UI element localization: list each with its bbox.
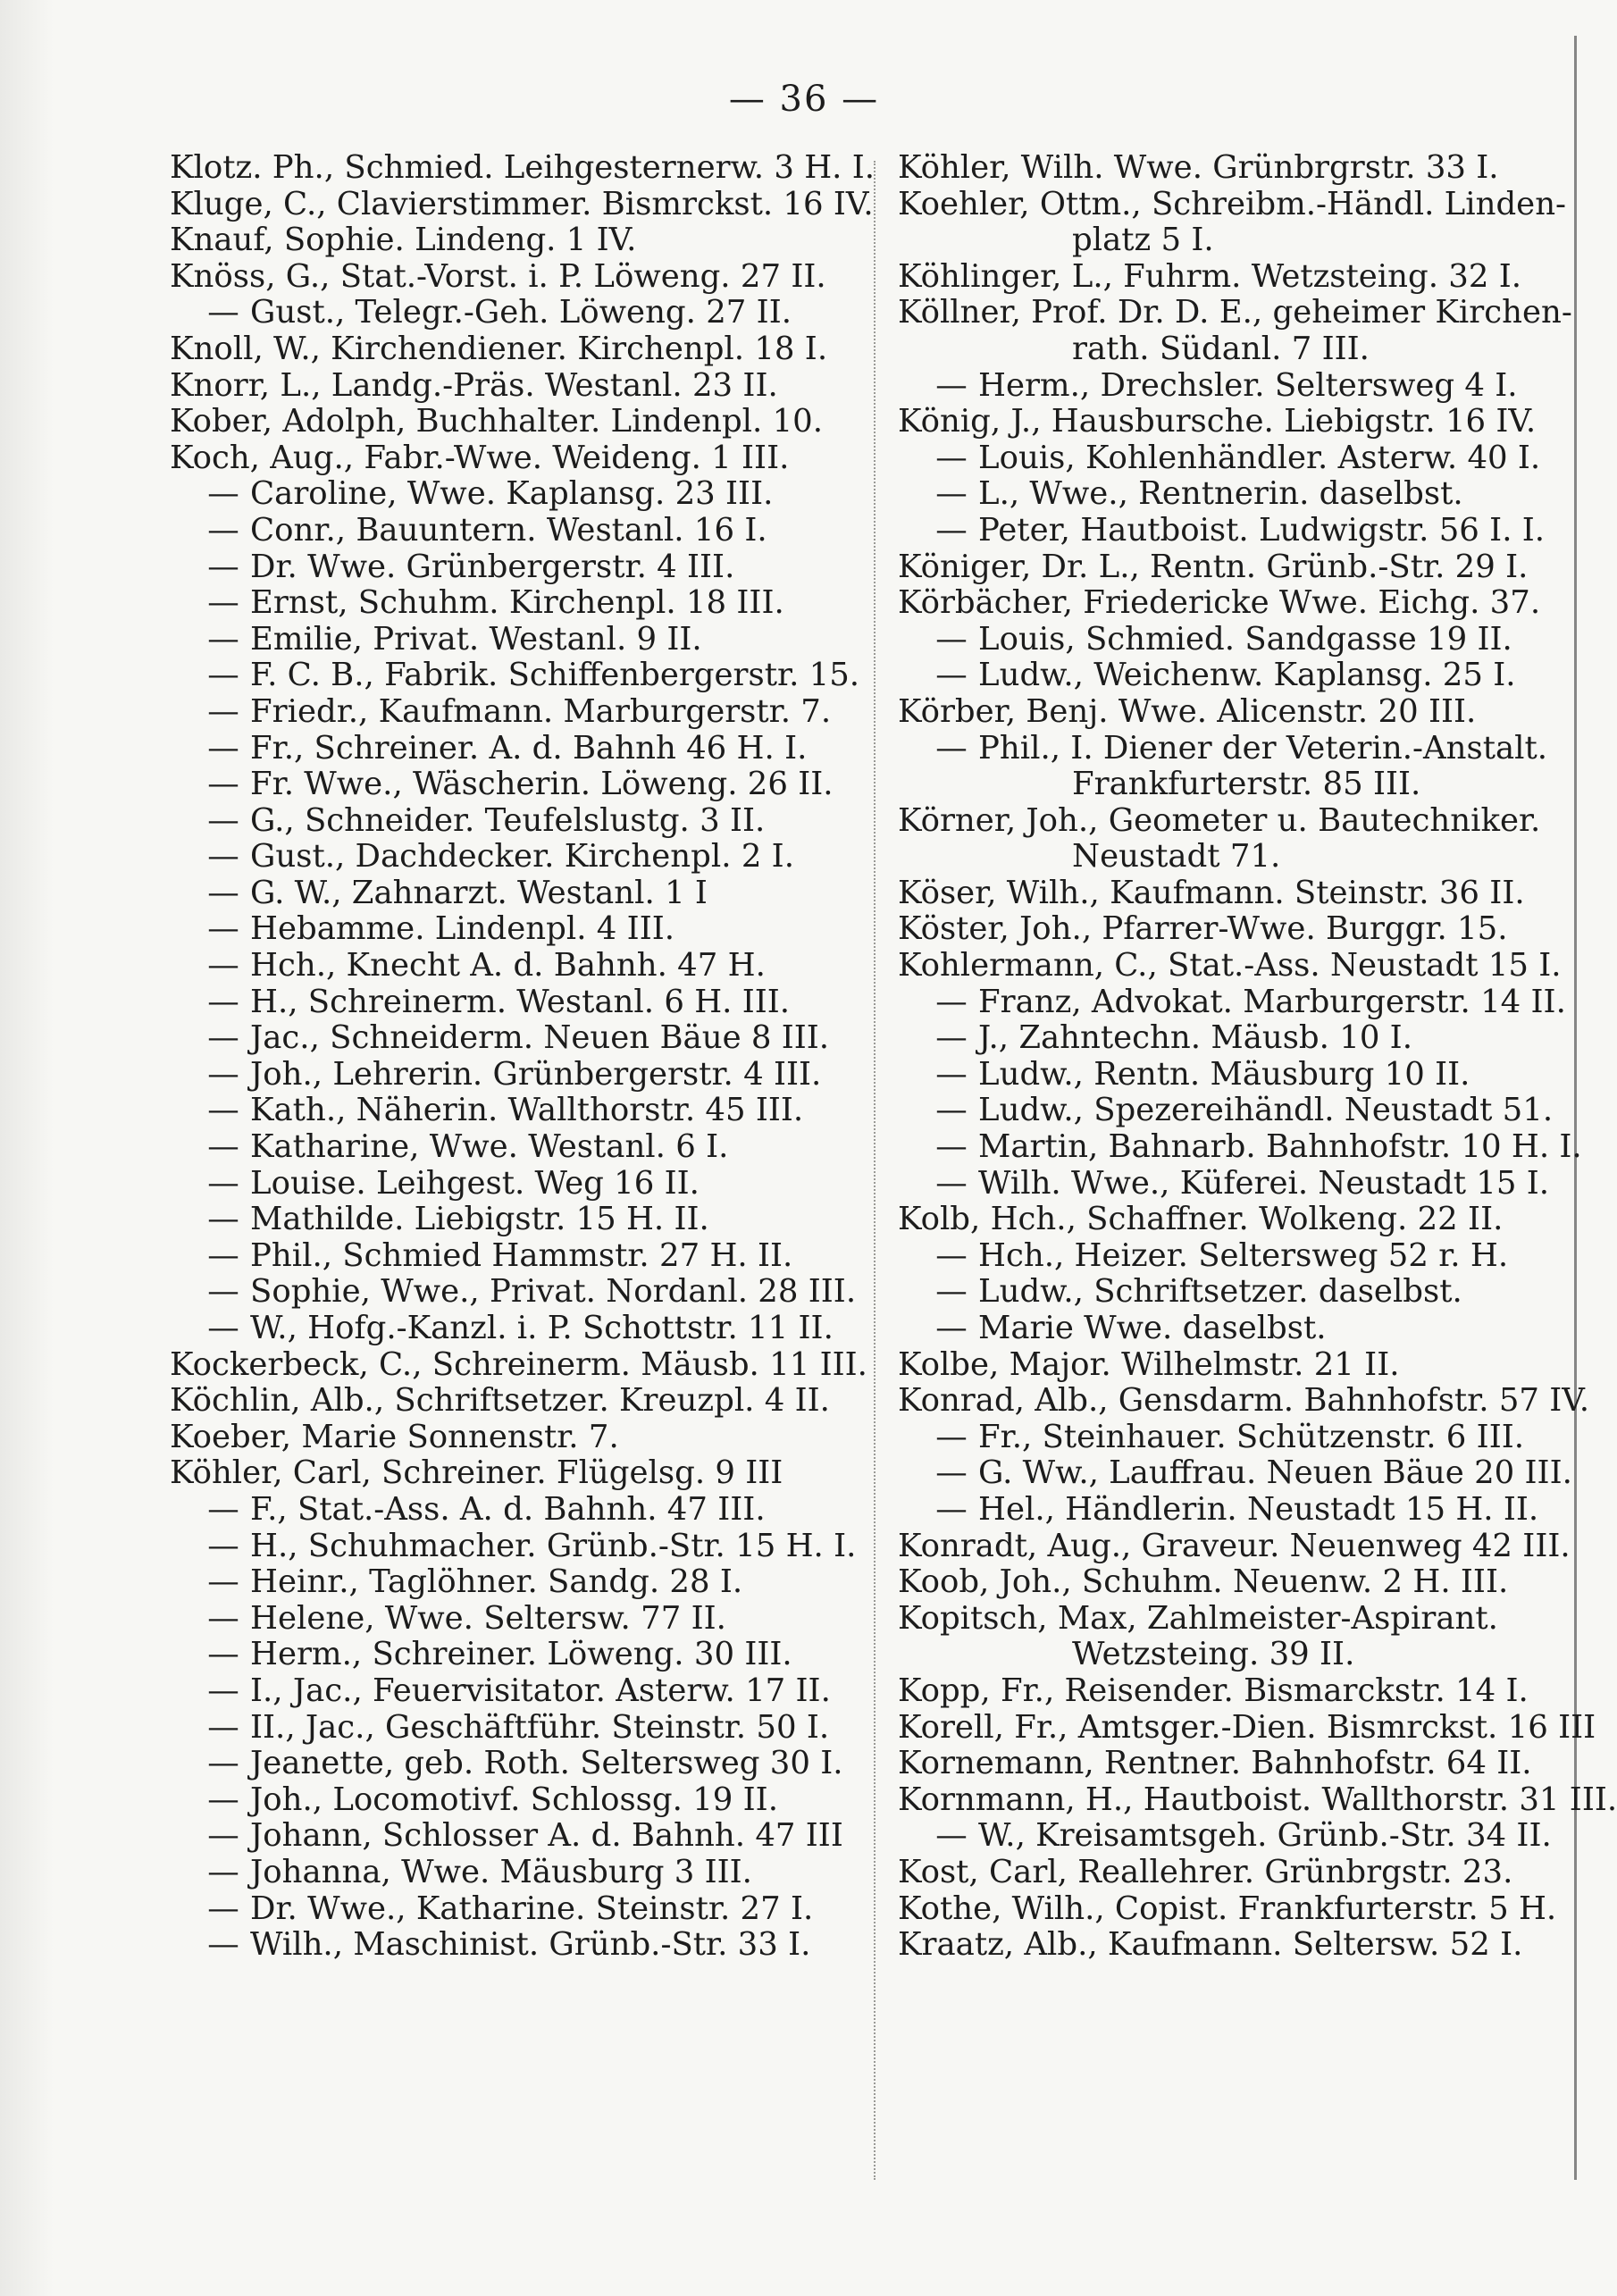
directory-entry-continuation	[898, 839, 1532, 876]
ditto-dash: —	[207, 801, 239, 839]
directory-entry	[898, 1128, 1582, 1166]
entry-text: H., Schuhmacher. Grünb.-Str. 15 H. I.	[250, 1527, 857, 1564]
directory-entry	[898, 1057, 1532, 1094]
directory-entry	[898, 1490, 1539, 1529]
entry-text: Kost, Carl, Reallehrer. Grünbrgstr. 23.	[898, 1853, 1513, 1890]
ditto-dash: —	[935, 366, 968, 404]
directory-entry	[898, 294, 1572, 331]
entry-text: G., Schneider. Teufelslustg. 3 II.	[250, 801, 766, 839]
ditto-dash: —	[207, 1853, 239, 1890]
directory-entry	[898, 1311, 1532, 1347]
ditto-dash: —	[935, 1490, 968, 1528]
entry-text: Körber, Benj. Wwe. Alicenstr. 20 III.	[898, 692, 1477, 730]
entry-text: Konrad, Alb., Gensdarm. Bahnhofstr. 57 IV.	[898, 1382, 1590, 1420]
entry-text: Köchlin, Alb., Schriftsetzer. Kreuzpl. 4 II.	[170, 1382, 830, 1420]
entry-text: Louis, Kohlenhändler. Asterw. 40 I.	[978, 439, 1541, 476]
directory-entry	[170, 149, 876, 187]
ditto-dash: —	[207, 729, 239, 767]
directory-entry	[170, 259, 858, 296]
page-edge	[1565, 36, 1577, 2180]
entry-text: Friedr., Kaufmann. Marburgerstr. 7.	[250, 692, 832, 730]
entry-text: L., Wwe., Rentnerin. daselbst.	[978, 475, 1463, 513]
entry-text: Wilh., Maschinist. Grünb.-Str. 33 I.	[250, 1926, 811, 1964]
column-divider	[874, 161, 876, 2180]
entry-text: Neustadt 71.	[1072, 838, 1281, 876]
entry-text: Dr. Wwe., Katharine. Steinstr. 27 I.	[250, 1890, 814, 1927]
directory-entry	[170, 185, 874, 223]
directory-entry	[170, 985, 858, 1021]
directory-entry	[170, 1637, 858, 1673]
directory-entry	[170, 1564, 858, 1601]
ditto-dash: —	[935, 1310, 968, 1346]
entry-text: Köhlinger, L., Fuhrm. Wetzsteing. 32 I.	[898, 257, 1522, 295]
directory-entry	[170, 622, 858, 658]
entry-text: Fr., Schreiner. A. d. Bahnh 46 H. I.	[250, 729, 808, 767]
directory-entry	[898, 1020, 1532, 1057]
directory-entry	[898, 368, 1532, 405]
entry-text: Ernst, Schuhm. Kirchenpl. 18 III.	[250, 584, 784, 622]
ditto-dash: —	[207, 548, 239, 585]
ditto-dash: —	[207, 1926, 239, 1964]
ditto-dash: —	[207, 1273, 239, 1311]
entry-text: Kolbe, Major. Wilhelmstr. 21 II.	[898, 1345, 1400, 1383]
ditto-dash: —	[207, 1236, 239, 1274]
ditto-dash: —	[207, 1092, 239, 1129]
directory-entry	[898, 1564, 1532, 1601]
entry-text: Hel., Händlerin. Neustadt 15 H. II.	[978, 1490, 1539, 1528]
directory-entry	[898, 622, 1532, 658]
entry-text: Kraatz, Alb., Kaufmann. Seltersw. 52 I.	[898, 1926, 1523, 1964]
entry-text: Kornemann, Rentner. Bahnhofstr. 64 II.	[898, 1745, 1532, 1782]
directory-entry	[170, 694, 858, 731]
directory-entry	[170, 1855, 858, 1891]
entry-text: Fr. Wwe., Wäscherin. Löweng. 26 II.	[250, 766, 834, 803]
directory-entry	[170, 1166, 858, 1202]
ditto-dash: —	[207, 1164, 239, 1202]
entry-text: Köser, Wilh., Kaufmann. Steinstr. 36 II.	[898, 874, 1525, 911]
directory-entry-continuation	[898, 222, 1532, 259]
directory-entry	[898, 1382, 1590, 1420]
directory-entry	[170, 404, 858, 440]
directory-entry	[898, 1347, 1532, 1384]
ditto-dash: —	[207, 584, 239, 622]
directory-entry	[898, 983, 1566, 1021]
directory-entry	[898, 1890, 1557, 1928]
directory-entry	[170, 803, 858, 840]
entry-text: Martin, Bahnarb. Bahnhofstr. 10 H. I.	[978, 1128, 1582, 1166]
directory-entry	[170, 731, 858, 767]
directory-entry	[170, 1274, 858, 1311]
entry-text: Hch., Knecht A. d. Bahnh. 47 H.	[250, 947, 766, 985]
entry-text: Ludw., Schriftsetzer. daselbst.	[978, 1273, 1462, 1311]
directory-column-right	[898, 149, 1617, 1964]
directory-entry	[170, 1238, 858, 1275]
directory-entry	[170, 1891, 858, 1928]
entry-text: Knauf, Sophie. Lindeng. 1 IV.	[170, 222, 637, 259]
directory-entry	[170, 513, 858, 549]
directory-entry	[898, 1817, 1552, 1855]
entry-text: Kopp, Fr., Reisender. Bismarckstr. 14 I.	[898, 1672, 1529, 1709]
directory-entry	[898, 511, 1546, 549]
entry-text: Kopitsch, Max, Zahlmeister-Aspirant.	[898, 1599, 1498, 1637]
entry-text: Johann, Schlosser A. d. Bahnh. 47 III	[250, 1817, 843, 1855]
directory-entry	[170, 658, 858, 694]
ditto-dash: —	[935, 1236, 968, 1274]
ditto-dash: —	[207, 1128, 239, 1166]
entry-text: Sophie, Wwe., Privat. Nordanl. 28 III.	[250, 1273, 857, 1311]
directory-entry	[170, 295, 858, 331]
ditto-dash: —	[207, 874, 239, 911]
directory-entry	[170, 1020, 858, 1057]
entry-text: Herm., Drechsler. Seltersweg 4 I.	[978, 366, 1518, 404]
directory-entry	[898, 150, 1532, 187]
entry-text: Helene, Wwe. Seltersw. 77 II.	[250, 1599, 726, 1637]
entry-text: F. C. B., Fabrik. Schiffenbergerstr. 15.	[250, 657, 860, 694]
entry-text: Jeanette, geb. Roth. Seltersweg 30 I.	[250, 1745, 843, 1782]
directory-column-left	[170, 149, 876, 1964]
entry-text: Konradt, Aug., Graveur. Neuenweg 42 III.	[898, 1527, 1571, 1564]
directory-entry	[898, 259, 1532, 296]
entry-text: Johanna, Wwe. Mäusburg 3 III.	[250, 1853, 752, 1890]
directory-entry-continuation	[898, 767, 1532, 803]
ditto-dash: —	[935, 729, 968, 767]
entry-text: Köhler, Wilh. Wwe. Grünbrgrstr. 33 I.	[898, 149, 1499, 186]
entry-text: platz 5 I.	[1072, 222, 1214, 259]
directory-entry	[898, 1238, 1532, 1275]
ditto-dash: —	[935, 1273, 968, 1311]
ditto-dash: —	[935, 983, 968, 1020]
directory-entry-continuation	[898, 331, 1532, 368]
directory-entry	[898, 658, 1532, 694]
ditto-dash: —	[935, 1817, 968, 1855]
entry-text: Joh., Lehrerin. Grünbergerstr. 4 III.	[250, 1055, 822, 1093]
directory-entry	[170, 1383, 858, 1420]
directory-entry	[898, 729, 1548, 767]
entry-text: Köster, Joh., Pfarrer-Wwe. Burggr. 15.	[898, 910, 1508, 948]
ditto-dash: —	[207, 1672, 239, 1709]
ditto-dash: —	[207, 1310, 239, 1346]
ditto-dash: —	[935, 1454, 968, 1492]
entry-text: Hebamme. Lindenpl. 4 III.	[250, 910, 675, 948]
entry-text: Knöss, G., Stat.-Vorst. i. P. Löweng. 27 II.	[170, 257, 826, 295]
directory-entry	[170, 1818, 858, 1855]
entry-text: J., Zahntechn. Mäusb. 10 I.	[978, 1019, 1412, 1057]
directory-entry	[898, 1527, 1571, 1565]
ditto-dash: —	[935, 511, 968, 549]
directory-entry	[898, 1420, 1532, 1456]
directory-entry	[170, 1057, 858, 1094]
page-shadow	[0, 0, 54, 2296]
entry-text: Emilie, Privat. Westanl. 9 II.	[250, 620, 702, 658]
entry-text: Kober, Adolph, Buchhalter. Lindenpl. 10.	[170, 403, 824, 440]
entry-text: Kluge, C., Clavierstimmer. Bismrckst. 16 IV.	[170, 185, 874, 222]
ditto-dash: —	[207, 1527, 239, 1564]
directory-entry	[170, 1455, 858, 1492]
directory-entry-continuation	[898, 1637, 1532, 1673]
entry-text: Dr. Wwe. Grünbergerstr. 4 III.	[250, 548, 735, 585]
ditto-dash: —	[207, 1890, 239, 1927]
entry-text: Wilh. Wwe., Küferei. Neustadt 15 I.	[978, 1164, 1550, 1202]
entry-text: Mathilde. Liebigstr. 15 H. II.	[250, 1201, 709, 1238]
directory-entry	[898, 694, 1532, 731]
entry-text: Heinr., Taglöhner. Sandg. 28 I.	[250, 1563, 743, 1601]
directory-entry	[170, 1601, 858, 1638]
entry-text: Louis, Schmied. Sandgasse 19 II.	[978, 620, 1512, 658]
directory-entry	[898, 476, 1532, 513]
directory-entry	[898, 1927, 1532, 1964]
ditto-dash: —	[207, 511, 239, 549]
entry-text: Conr., Bauuntern. Westanl. 16 I.	[250, 511, 767, 549]
directory-entry	[170, 839, 858, 876]
ditto-dash: —	[207, 692, 239, 730]
directory-entry	[170, 1927, 858, 1964]
entry-text: II., Jac., Geschäftführ. Steinstr. 50 I.	[250, 1708, 830, 1746]
directory-entry	[898, 1601, 1532, 1638]
ditto-dash: —	[207, 657, 239, 694]
ditto-dash: —	[207, 766, 239, 803]
ditto-dash: —	[935, 1164, 968, 1202]
ditto-dash: —	[935, 1418, 968, 1455]
directory-entry	[170, 1529, 858, 1565]
entry-text: Kockerbeck, C., Schreinerm. Mäusb. 11 III.	[170, 1345, 867, 1383]
directory-entry	[898, 1746, 1532, 1782]
entry-text: Klotz. Ph., Schmied. Leihgesternerw. 3 H. I.	[170, 149, 876, 186]
directory-entry	[170, 1673, 858, 1710]
directory-entry	[170, 1202, 858, 1238]
entry-text: Ludw., Rentn. Mäusburg 10 II.	[978, 1055, 1470, 1093]
ditto-dash: —	[207, 620, 239, 658]
entry-text: Jac., Schneiderm. Neuen Bäue 8 III.	[250, 1019, 830, 1057]
entry-text: Hch., Heizer. Seltersweg 52 r. H.	[978, 1236, 1509, 1274]
ditto-dash: —	[935, 1055, 968, 1093]
ditto-dash: —	[935, 475, 968, 513]
directory-entry	[898, 403, 1537, 440]
entry-text: Joh., Locomotivf. Schlossg. 19 II.	[250, 1781, 778, 1818]
ditto-dash: —	[207, 947, 239, 985]
entry-text: Koehler, Ottm., Schreibm.-Händl. Linden-	[898, 185, 1567, 222]
entry-text: Katharine, Wwe. Westanl. 6 I.	[250, 1128, 729, 1166]
entry-text: H., Schreinerm. Westanl. 6 H. III.	[250, 983, 791, 1020]
entry-text: Kornmann, H., Hautboist. Wallthorstr. 31 III.	[898, 1781, 1617, 1818]
directory-entry	[170, 1492, 858, 1529]
entry-text: Kohlermann, C., Stat.-Ass. Neustadt 15 I.	[898, 947, 1562, 985]
ditto-dash: —	[207, 294, 239, 331]
ditto-dash: —	[207, 1817, 239, 1855]
directory-entry	[170, 585, 858, 622]
entry-text: Kath., Näherin. Wallthorstr. 45 III.	[250, 1092, 804, 1129]
ditto-dash: —	[935, 620, 968, 658]
entry-text: W., Kreisamtsgeh. Grünb.-Str. 34 II.	[978, 1817, 1552, 1855]
directory-entry	[170, 368, 858, 405]
entry-text: Peter, Hautboist. Ludwigstr. 56 I. I.	[978, 511, 1546, 549]
ditto-dash: —	[207, 1745, 239, 1782]
directory-entry	[170, 1710, 858, 1747]
directory-entry	[170, 222, 858, 259]
ditto-dash: —	[207, 1781, 239, 1818]
entry-text: F., Stat.-Ass. A. d. Bahnh. 47 III.	[250, 1490, 766, 1528]
entry-text: G. W., Zahnarzt. Westanl. 1 I	[250, 874, 708, 911]
directory-entry	[170, 440, 858, 477]
directory-entry	[898, 584, 1541, 622]
ditto-dash: —	[207, 1708, 239, 1746]
entry-text: Ludw., Spezereihändl. Neustadt 51.	[978, 1092, 1554, 1129]
ditto-dash: —	[207, 1201, 239, 1238]
directory-entry	[898, 1673, 1532, 1710]
entry-text: Frankfurterstr. 85 III.	[1072, 766, 1421, 803]
directory-entry	[170, 1345, 867, 1384]
directory-entry	[898, 1781, 1617, 1819]
directory-entry	[898, 185, 1567, 223]
directory-entry	[898, 947, 1562, 985]
directory-entry	[170, 1746, 858, 1782]
entry-text: Kolb, Hch., Schaffner. Wolkeng. 22 II.	[898, 1201, 1504, 1238]
directory-entry	[170, 767, 858, 803]
directory-entry	[170, 549, 858, 586]
ditto-dash: —	[207, 983, 239, 1020]
directory-entry	[898, 1855, 1532, 1891]
entry-text: Marie Wwe. daselbst.	[978, 1310, 1327, 1346]
entry-text: Körbächer, Friedericke Wwe. Eichg. 37.	[898, 584, 1541, 622]
ditto-dash: —	[935, 1092, 968, 1129]
ditto-dash: —	[935, 439, 968, 476]
ditto-dash: —	[207, 475, 239, 513]
ditto-dash: —	[207, 910, 239, 948]
directory-entry	[170, 1093, 858, 1129]
entry-text: Phil., Schmied Hammstr. 27 H. II.	[250, 1236, 793, 1274]
entry-text: Königer, Dr. L., Rentn. Grünb.-Str. 29 I.	[898, 548, 1529, 585]
ditto-dash: —	[207, 838, 239, 876]
entry-text: Louise. Leihgest. Weg 16 II.	[250, 1164, 700, 1202]
directory-entry	[170, 331, 858, 368]
entry-text: Fr., Steinhauer. Schützenstr. 6 III.	[978, 1418, 1525, 1455]
directory-entry	[898, 911, 1532, 948]
entry-text: Wetzsteing. 39 II.	[1072, 1636, 1355, 1673]
ditto-dash: —	[935, 1128, 968, 1166]
directory-entry	[898, 876, 1532, 912]
directory-entry	[170, 1782, 858, 1819]
ditto-dash: —	[935, 1019, 968, 1057]
entry-text: Herm., Schreiner. Löweng. 30 III.	[250, 1636, 792, 1673]
entry-text: Koob, Joh., Schuhm. Neuenw. 2 H. III.	[898, 1563, 1509, 1601]
entry-text: W., Hofg.-Kanzl. i. P. Schottstr. 11 II.	[250, 1310, 834, 1346]
ditto-dash: —	[207, 1599, 239, 1637]
entry-text: Ludw., Weichenw. Kaplansg. 25 I.	[978, 657, 1516, 694]
entry-text: G. Ww., Lauffrau. Neuen Bäue 20 III.	[978, 1454, 1572, 1492]
entry-text: Knoll, W., Kirchendiener. Kirchenpl. 18 I.	[170, 330, 828, 367]
directory-entry	[898, 801, 1541, 840]
ditto-dash: —	[207, 1490, 239, 1528]
directory-entry	[170, 476, 858, 513]
entry-text: Knorr, L., Landg.-Präs. Westanl. 23 II.	[170, 366, 778, 404]
ditto-dash: —	[935, 657, 968, 694]
directory-entry	[898, 1202, 1532, 1238]
directory-entry	[898, 1164, 1550, 1202]
directory-entry	[898, 1708, 1596, 1747]
directory-entry	[898, 439, 1541, 477]
entry-text: Köllner, Prof. Dr. D. E., geheimer Kirchen-	[898, 294, 1572, 331]
page-number: — 36 —	[728, 79, 880, 120]
entry-text: Caroline, Wwe. Kaplansg. 23 III.	[250, 475, 774, 513]
entry-text: Gust., Telegr.-Geh. Löweng. 27 II.	[250, 294, 792, 331]
directory-entry	[170, 1129, 858, 1166]
ditto-dash: —	[207, 1055, 239, 1093]
ditto-dash: —	[207, 1636, 239, 1673]
entry-text: Franz, Advokat. Marburgerstr. 14 II.	[978, 983, 1566, 1020]
directory-entry	[898, 1092, 1554, 1129]
directory-entry	[898, 549, 1532, 586]
entry-text: Phil., I. Diener der Veterin.-Anstalt.	[978, 729, 1548, 767]
ditto-dash: —	[207, 1019, 239, 1057]
directory-entry	[170, 1311, 858, 1347]
directory-entry	[898, 1454, 1572, 1492]
entry-text: I., Jac., Feuervisitator. Asterw. 17 II.	[250, 1672, 831, 1709]
entry-text: König, J., Hausbursche. Liebigstr. 16 IV.	[898, 403, 1537, 440]
directory-entry	[170, 1420, 858, 1456]
entry-text: Koeber, Marie Sonnenstr. 7.	[170, 1418, 619, 1455]
entry-text: Koch, Aug., Fabr.-Wwe. Weideng. 1 III.	[170, 439, 790, 476]
entry-text: Gust., Dachdecker. Kirchenpl. 2 I.	[250, 838, 794, 876]
ditto-dash: —	[207, 1563, 239, 1601]
entry-text: rath. Südanl. 7 III.	[1072, 330, 1370, 367]
entry-text: Kothe, Wilh., Copist. Frankfurterstr. 5 H.	[898, 1890, 1557, 1927]
directory-entry	[898, 1274, 1532, 1311]
directory-entry	[170, 876, 858, 912]
entry-text: Köhler, Carl, Schreiner. Flügelsg. 9 III	[170, 1454, 783, 1492]
entry-text: Körner, Joh., Geometer u. Bautechniker.	[898, 801, 1541, 839]
directory-entry	[170, 948, 858, 985]
entry-text: Korell, Fr., Amtsger.-Dien. Bismrckst. 16 III	[898, 1708, 1596, 1746]
directory-entry	[170, 911, 858, 948]
